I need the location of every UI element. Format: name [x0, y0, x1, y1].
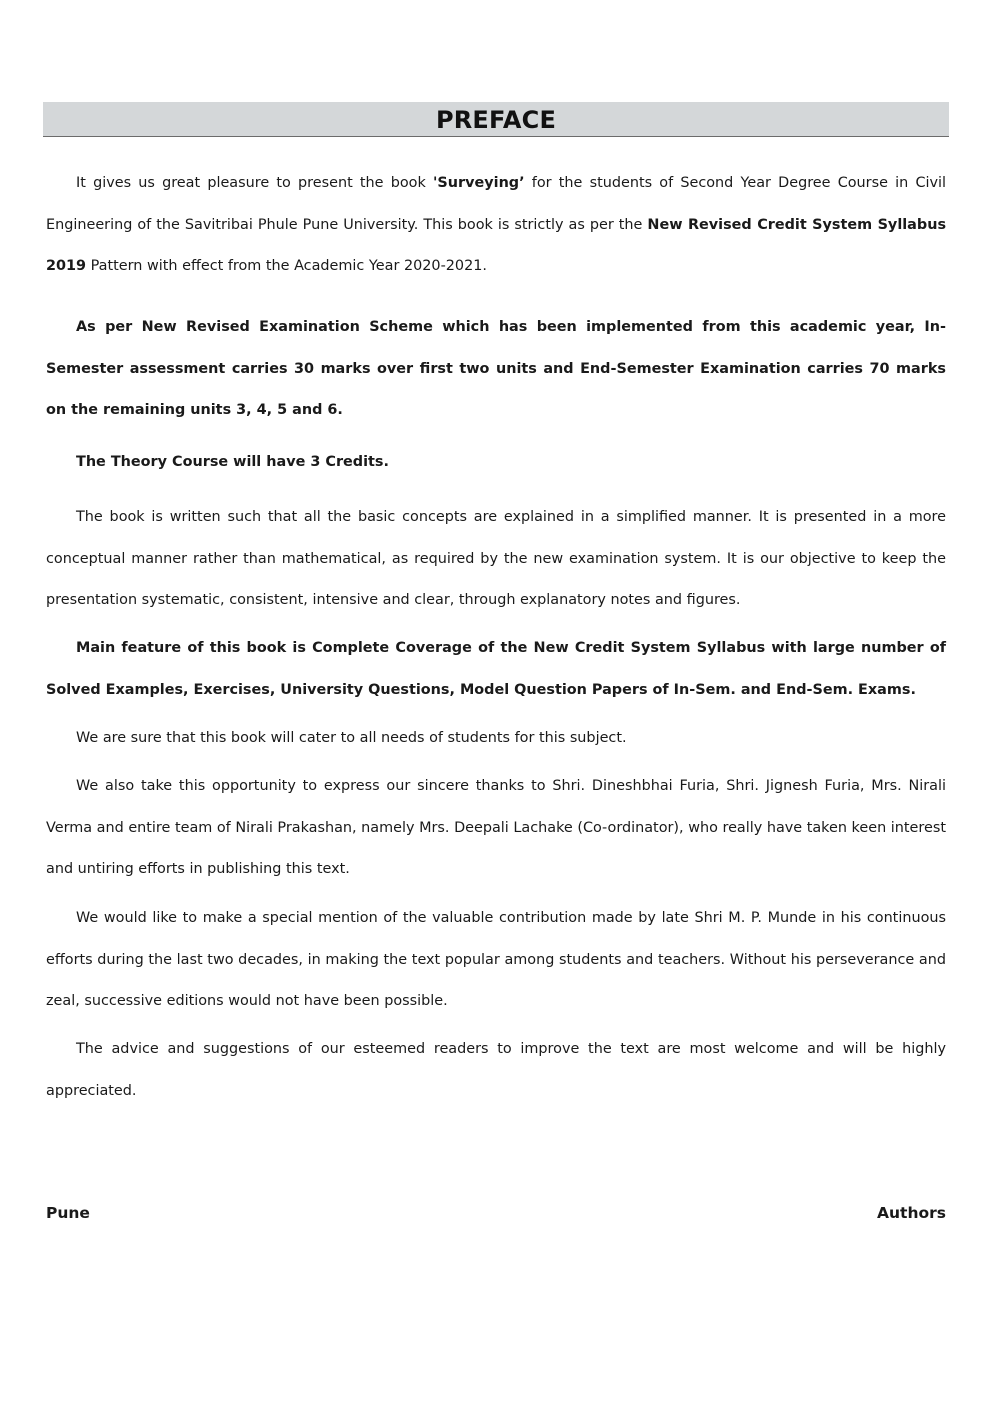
paragraph-concepts: The book is written such that all the basic concepts are explained in a simplified manner. It is presented in a more conceptual manner rather than mathematical, as required by the new examination system. It is our objective to keep the presentation systematic, consistent, intensive and clear, through explanatory notes and figures.: [46, 509, 946, 608]
paragraph-credits: The Theory Course will have 3 Credits.: [76, 454, 389, 470]
paragraph-main-feature: Main feature of this book is Complete Coverage of the New Credit System Syllabus with large number of Solved Examples, Exercises, University Questions, Model Question Papers of In-Sem. and End-Sem. Exams.: [46, 640, 946, 698]
intro-text-c: Pattern with effect from the Academic Year 2020-2021.: [86, 258, 487, 274]
paragraph-mention: We would like to make a special mention of the valuable contribution made by late Shri M. P. Munde in his continuous efforts during the last two decades, in making the text popular among students and teachers. Without his perseverance and zeal, successive editions would not have been possible.: [46, 910, 946, 1009]
paragraph-thanks: We also take this opportunity to express our sincere thanks to Shri. Dineshbhai Furia, Shri. Jignesh Furia, Mrs. Nirali Verma and entire team of Nirali Prakashan, namely Mrs. Deepali Lachake (Co-ordinator), who really have taken keen interest and untiring efforts in publishing this text.: [46, 778, 946, 877]
book-title: 'Surveying’: [433, 175, 525, 191]
paragraph-intro: [46, 163, 946, 288]
signoff-authors: Authors: [877, 1204, 946, 1222]
signoff-place: Pune: [46, 1204, 90, 1222]
title-banner: [43, 102, 949, 137]
signoff: [46, 1198, 946, 1228]
syllabus-name: New Revised Credit System Syllabus 2019: [46, 216, 947, 274]
page-title: PREFACE: [435, 106, 557, 134]
intro-text-a: It gives us great pleasure to present the book: [76, 175, 433, 191]
paragraph-cater: We are sure that this book will cater to all needs of students for this subject.: [76, 730, 627, 746]
intro-text-b: for the students of Second Year Degree Course in Civil Engineering of the Savitribai Phule Pune University. This book is strictly as per the: [46, 175, 947, 233]
paragraph-exam-scheme: As per New Revised Examination Scheme which has been implemented from this academic year, In-Semester assessment carries 30 marks over first two units and End-Semester Examination carries 70 marks on the remaining units 3, 4, 5 and 6.: [46, 319, 946, 418]
paragraph-advice: The advice and suggestions of our esteemed readers to improve the text are most welcome and will be highly appreciated.: [46, 1041, 946, 1099]
